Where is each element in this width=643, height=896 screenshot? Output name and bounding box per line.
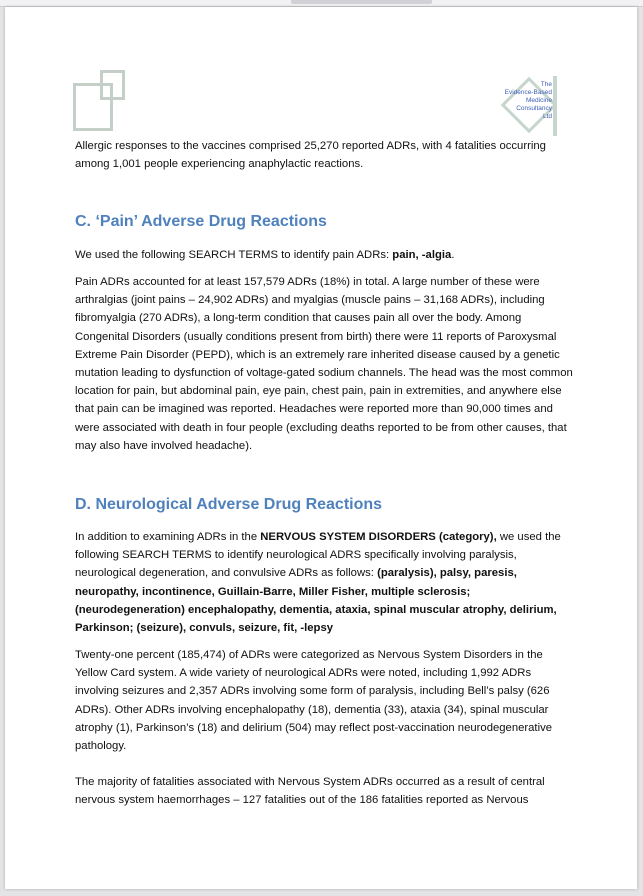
section-d-paragraph-1 <box>75 528 575 637</box>
section-d-heading: D. Neurological Adverse Drug Reactions <box>75 496 383 513</box>
p1-search-terms: (paralysis), palsy, paresis, neuropathy, incontinence, Guillain-Barre, Miller Fisher, multiple sclerosis; (neurodegeneration) encephalopathy, dementia, ataxia, spinal muscular atrophy, delirium, Parkinson; (seizure), convuls, seizure, fit, -lepsy <box>75 567 557 635</box>
search-suffix: . <box>451 249 455 261</box>
viewer-top-bar <box>0 0 643 7</box>
intro-paragraph: Allergic responses to the vaccines comprised 25,270 reported ADRs, with 4 fatalities occurring among 1,001 people experiencing anaphylactic reactions. <box>75 140 546 171</box>
section-c-search-terms <box>75 246 575 264</box>
logo-square-small <box>100 70 125 100</box>
search-terms: pain, -algia <box>392 249 452 261</box>
section-d-paragraph-2: Twenty-one percent (185,474) of ADRs were categorized as Nervous System Disorders in the Yellow Card system. A wide variety of neurological ADRs were noted, including 1,992 ADRs involving seizures and 2,357 ADRs involving some form of paralysis, including Bell’s palsy (626 ADRs). Other ADRs involving encephalopathy (18), dementia (33), ataxia (34), spinal muscular atrophy (1), Parkinson’s (18) and delirium (504) may reflect post-vaccination neurodegenerative pathology. <box>75 649 553 753</box>
logo-bar <box>553 76 557 136</box>
logo-line: Ltd <box>542 113 552 120</box>
section-c-heading: C. ‘Pain’ Adverse Drug Reactions <box>75 213 327 230</box>
p1-text: we used the following SEARCH TERMS to identify neurological ADRS specifically involving paralysis, neurological degeneration, and convulsive ADRs as follows: <box>75 531 561 580</box>
overlapping-squares-logo-icon <box>70 63 130 138</box>
section-c-paragraph: Pain ADRs accounted for at least 157,579 ADRs (18%) in total. A large number of these were arthralgias (joint pains – 24,902 ADRs) and myalgias (muscle pains – 31,168 ADRs), including fibromyalgia (270 ADRs), a long-term condition that causes pain all over the body. Among Congenital Disorders (usually conditions present from birth) there were 11 reports of Paroxysmal Extreme Pain Disorder (PEPD), which is an extremely rare inherited disease caused by a genetic mutation leading to dysfunction of voltage-gated sodium channels. The head was the most common location for pain, but abdominal pain, eye pain, chest pain, pain in extremities, and anywhere else that pain can be imagined was reported. Headaches were reported more than 90,000 times and were associated with death in four people (excluding deaths reported to be from other causes, that may also have involved headache). <box>75 276 573 452</box>
logo-text <box>505 81 552 121</box>
ebm-consultancy-logo <box>493 72 563 142</box>
p1-category: NERVOUS SYSTEM DISORDERS (category), <box>260 531 497 543</box>
logo-line: Consultancy <box>516 105 552 112</box>
section-d-paragraph-3: The majority of fatalities associated with Nervous System ADRs occurred as a result of central nervous system haemorrhages – 127 fatalities out of the 186 fatalities reported as Nervous <box>75 776 545 807</box>
logo-line: Evidence-Based <box>504 89 552 96</box>
logo-line: Medicine <box>525 97 552 104</box>
p1-text: In addition to examining ADRs in the <box>75 531 261 543</box>
search-prefix: We used the following SEARCH TERMS to identify pain ADRs: <box>75 249 393 261</box>
logo-line: The <box>540 81 552 88</box>
viewer-tab-handle[interactable] <box>291 0 432 4</box>
